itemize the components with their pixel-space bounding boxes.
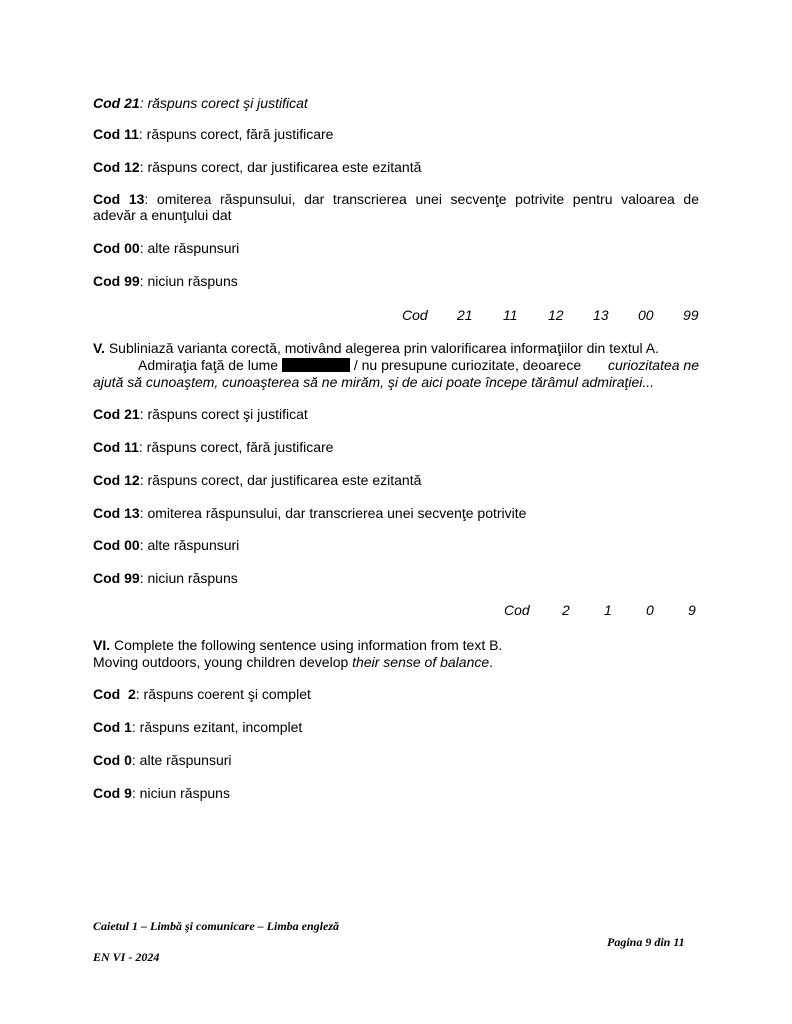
- s2-item-1-code: Cod 21: [93, 406, 140, 422]
- s1-item-4-code: Cod 13: [93, 191, 145, 207]
- s2-item-6: Cod 99: niciun răspuns: [93, 570, 238, 586]
- s1-scale-value: 11: [503, 307, 518, 323]
- redacted-block: [282, 358, 350, 372]
- s1-item-4: Cod 13: omiterea răspunsului, dar transcrierea unei secvenţe potrivite pentru valoarea de: [93, 191, 699, 207]
- s2-item-5: Cod 00: alte răspunsuri: [93, 537, 240, 553]
- s1-item-5-code: Cod 00: [93, 240, 140, 256]
- s1-scale-label: Cod: [402, 307, 428, 323]
- s3-item-2: Cod 1: răspuns ezitant, incomplet: [93, 719, 303, 735]
- s2-item-4: Cod 13: omiterea răspunsului, dar transcrierea unei secvenţe potrivite: [93, 505, 527, 521]
- s1-scale-value: 99: [683, 307, 699, 323]
- s2-scale-value: 0: [646, 602, 654, 618]
- s3-item-1-code: Cod 2: [93, 686, 136, 702]
- s3-instruction: VI. Complete the following sentence using information from text B.: [93, 637, 503, 653]
- s2-sentence-line2: ajută să cunoaştem, cunoaşterea să ne mirăm, şi de aici poate începe tărâmul admiraţiei...: [93, 374, 655, 390]
- s1-score-scale: [0, 307, 792, 325]
- s3-sentence: Moving outdoors, young children develop their sense of balance.: [93, 654, 494, 670]
- s3-item-1: Cod 2: răspuns coerent şi complet: [93, 686, 311, 702]
- s2-item-4-code: Cod 13: [93, 505, 140, 521]
- s1-item-6-code: Cod 99: [93, 273, 140, 289]
- s1-item-3: Cod 12: răspuns corect, dar justificarea este ezitantă: [93, 159, 422, 175]
- s2-item-3-code: Cod 12: [93, 472, 140, 488]
- s3-item-3-code: Cod 0: [93, 752, 132, 768]
- s2-scale-label: Cod: [504, 602, 530, 618]
- s2-instruction: V. Subliniază varianta corectă, motivând alegerea prin valorificarea informaţiilor din textul A.: [93, 340, 660, 356]
- s1-item-4-cont: adevăr a enunţului dat: [93, 207, 232, 223]
- footer-left-code: EN VI - 2024: [93, 950, 160, 964]
- s1-item-2-code: Cod 11: [93, 126, 139, 142]
- s1-item-2: Cod 11: răspuns corect, fără justificare: [93, 126, 334, 142]
- s1-item-1-code: Cod 21: [93, 95, 140, 111]
- s3-item-2-code: Cod 1: [93, 719, 132, 735]
- s1-scale-value: 21: [457, 307, 473, 323]
- s2-sentence-line1: Admiraţia faţă de lume / nu presupune curiozitate, deoarece curiozitatea ne: [138, 357, 699, 373]
- s1-scale-value: 00: [638, 307, 654, 323]
- footer-left-title: Caietul 1 – Limbă şi comunicare – Limba engleză: [93, 919, 339, 933]
- s2-item-6-code: Cod 99: [93, 570, 140, 586]
- s2-item-3: Cod 12: răspuns corect, dar justificarea este ezitantă: [93, 472, 422, 488]
- s2-scale-value: 9: [688, 602, 696, 618]
- s3-item-4: Cod 9: niciun răspuns: [93, 785, 230, 801]
- s2-scale-value: 2: [562, 602, 570, 618]
- s1-scale-value: 13: [593, 307, 609, 323]
- footer-page-number: Pagina 9 din 11: [607, 935, 685, 949]
- s3-number: VI.: [93, 637, 111, 653]
- s1-item-6: Cod 99: niciun răspuns: [93, 273, 238, 289]
- s2-item-2: Cod 11: răspuns corect, fără justificare: [93, 439, 334, 455]
- s2-item-2-code: Cod 11: [93, 439, 139, 455]
- s1-scale-value: 12: [548, 307, 564, 323]
- s2-score-scale: [0, 602, 792, 620]
- s2-number: V.: [93, 340, 105, 356]
- s1-item-1: Cod 21: răspuns corect şi justificat: [93, 95, 308, 111]
- s1-item-3-code: Cod 12: [93, 159, 140, 175]
- s2-scale-value: 1: [604, 602, 612, 618]
- s3-item-3: Cod 0: alte răspunsuri: [93, 752, 232, 768]
- s2-item-5-code: Cod 00: [93, 537, 140, 553]
- s3-item-4-code: Cod 9: [93, 785, 132, 801]
- s2-item-1: Cod 21: răspuns corect şi justificat: [93, 406, 308, 422]
- s1-item-5: Cod 00: alte răspunsuri: [93, 240, 240, 256]
